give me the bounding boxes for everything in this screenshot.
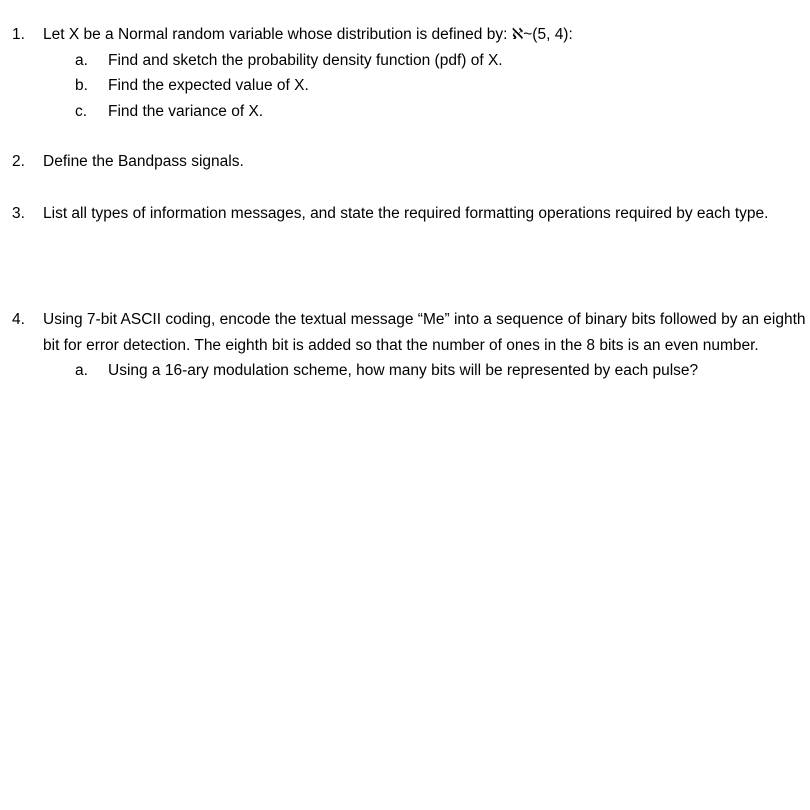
question-2-line [12, 149, 808, 175]
part-letter: c. [75, 102, 88, 120]
part-text: Find the variance of X. [108, 102, 264, 120]
question-number: 1. [12, 26, 25, 43]
question-text: Define the Bandpass signals. [43, 153, 244, 170]
part-text: Find and sketch the probability density function (pdf) of X. [108, 51, 503, 69]
question-1-part-a [75, 48, 808, 74]
part-text: Find the expected value of X. [108, 77, 309, 94]
question-number: 3. [12, 205, 25, 222]
question-3 [12, 201, 808, 227]
part-text: Using a 16-ary modulation scheme, how many bits will be represented by each pulse? [108, 362, 699, 379]
part-letter: a. [75, 362, 88, 379]
question-1 [12, 22, 808, 124]
question-1-part-c [75, 99, 808, 125]
question-text: Using 7-bit ASCII coding, encode the textual message “Me” into a sequence of binary bits followed by an eighth bit for error detection. The eighth bit is added so that the number of ones in the 8 bits is an even number. [43, 311, 806, 354]
question-4 [12, 307, 808, 384]
question-4-part-a [75, 358, 808, 384]
question-2 [12, 149, 808, 175]
question-number: 4. [12, 311, 25, 328]
question-1-line [12, 22, 808, 48]
part-letter: a. [75, 51, 88, 69]
question-text: List all types of information messages, and state the required formatting operations required by each type. [43, 205, 769, 222]
question-4-line [12, 307, 808, 358]
question-text: Let X be a Normal random variable whose distribution is defined by: ℵ~(5, 4): [43, 26, 573, 43]
question-1-part-b [75, 73, 808, 99]
question-3-line [12, 201, 808, 227]
question-number: 2. [12, 153, 25, 170]
part-letter: b. [75, 77, 88, 94]
